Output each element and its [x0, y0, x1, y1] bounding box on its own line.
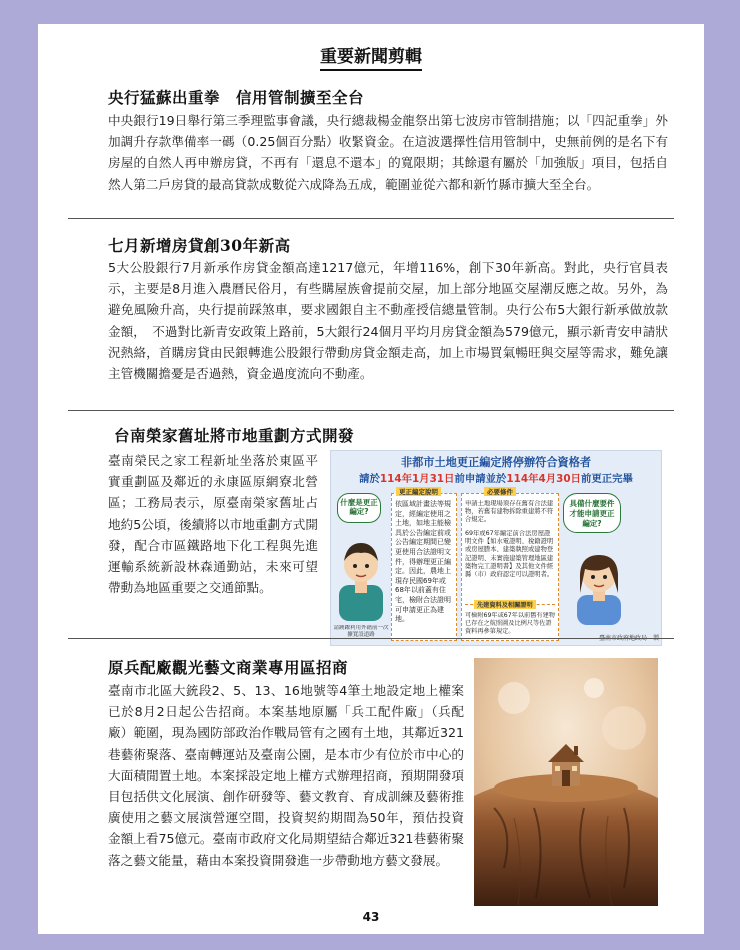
bubble-left: 什麼是更正編定? [337, 493, 381, 523]
document-page [38, 24, 704, 934]
article-3 [114, 424, 414, 446]
article-1-headline: 央行猛蘇出重拳 信用管制擴至全台 [108, 88, 365, 107]
bubble-right: 具備什麼要件才能申請更正編定? [563, 493, 621, 533]
infographic-col-1 [391, 488, 457, 641]
infographic-subtitle [331, 470, 661, 485]
wooden-house-photo [474, 658, 658, 906]
divider-3 [68, 638, 674, 639]
miniature-house-image [474, 658, 658, 906]
col-2-text-2: 69年或67年編定前合法房屋證明文件【如水電證明、稅籍證明或房屋謄本、建築執照或建物登記證明、未實施建築管理地區建築物完工證明書】及其他文件經縣（市）政府認定可以證明者。 [465, 530, 554, 579]
article-2-headline: 七月新增房貸創30年新高 [108, 236, 291, 255]
infographic-title: 非都市土地更正編定將停辦符合資格者 [400, 456, 592, 469]
col-2-header: 必要條件 [484, 487, 516, 496]
article-2 [108, 234, 668, 256]
man-illustration-icon [335, 531, 387, 621]
article-3-headline: 台南榮家舊址將市地重劃方式開發 [114, 426, 355, 445]
woman-illustration-icon [571, 545, 627, 625]
col-1-header: 更正編定說明 [396, 487, 441, 496]
article-4-body: 臺南市北區大銃段2、5、13、16地號等4筆土地設定地上權案已於8月2日起公告招商。本案基地原屬「兵工配件廠」（兵配廠）範圍，現為國防部政治作戰局管有之國有土地，其鄰近321巷藝術聚落、臺南轉運站及臺南公園，是本市少有位於市中心的大面積閒置土地。本案採設定地上權方式辦理招商，預期開發項目包括供文化展演、創作研發等、藝文教育、育成訓練及藝術推廣使用之藝文展演營運空間，投資契約期間為50年，預估投資金額上看75億元。臺南市政府文化局期望結合鄰近321巷藝術聚落之藝文能量，藉由本案投資開發進一步帶動地方藝文發展。 [108, 683, 464, 868]
article-4-headline: 原兵配廠觀光藝文商業專用區招商 [108, 658, 349, 677]
infographic-deadline-2: 114年4月30日 [506, 473, 581, 485]
page-title [38, 42, 704, 67]
infographic-footer-left: 請踴躍利用外籍前一次擴寬設道路 [333, 625, 389, 638]
page-title-text: 重要新聞剪輯 [320, 47, 422, 71]
article-2-body: 5大公股銀行7月新承作房貸金額高達1217億元，年增116%，創下30年新高。對此，央行官員表示，主要是8月進入農曆民俗月，有些購屋族會提前交屋，加上部分地區交屋潮反應之故。另外，為避免風險升高，央行提前踩煞車，要求國銀自主不動產授信總量管制。央行公布5大銀行新承做放款金額， 不過對比新青安政策上路前，5大銀行24個月平均月房貸金額為579億元，顯示新青安申請狀況熱絡，首購房貸由民銀轉進公股銀行帶動房貸金額走高，加上市場買氣暢旺與交屋等需求，難免讓主管機關擔憂是否過熱，資金過度流向不動產。 [108, 260, 668, 382]
infographic-subtitle-part-3: 前更正完畢 [580, 473, 633, 485]
land-rezoning-infographic [330, 450, 662, 646]
infographic-col-2 [461, 488, 559, 641]
infographic-subtitle-part-1: 請於 [359, 473, 380, 485]
article-1 [108, 86, 668, 108]
col-1-text: 依區域計畫法等規定，經編定使用之土地，如地主能檢具於公告編定前或公告編定期間已變更使用合法證明文件，得辦理更正編定。因此，農地上現存民國69年或68年以前蓋有住宅，檢附合法證明可申請更正為建地。 [395, 500, 451, 624]
article-1-body: 中央銀行19日舉行第三季理監事會議，央行總裁楊金龍祭出第七波房市管制措施；以「四記重拳」外加調升存款準備率一碼（0.25個百分點）收緊資金。在這波選擇性信用管制中，史無前例的是名下有房屋的自然人再申辦房貸，不再有「還息不還本」的寬限期；其餘還有屬於「加強版」項目，包括自然人第二戶房貸的最高貸款成數從六成降為五成，範圍並從六都和新竹縣市擴大至全台。 [108, 113, 668, 192]
divider-1 [68, 218, 674, 219]
infographic-deadline-1: 114年1月31日 [379, 473, 455, 485]
infographic-footer-right: 臺南市政府地政局 製 [598, 635, 659, 642]
article-4 [108, 656, 448, 678]
article-3-body: 臺南榮民之家工程新址坐落於東區平實重劃區及鄰近的永康區原網寮北營區；工務局表示，原臺南榮家舊址占地約5公頃，後續將以市地重劃方式開發，配合市區鐵路地下化工程與先進運輸系統新設林森通勤站，未來可望帶動為地區重要之交通節點。 [108, 453, 318, 596]
col-3-header: 先建資料及相關證明 [474, 600, 536, 609]
col-3-text: 可檢附69年或67年以前舊有建物已存在之航照圖及比例尺等佐證資料再參第規定。 [465, 612, 555, 635]
page-number: 43 [362, 910, 380, 924]
divider-2 [68, 410, 674, 411]
infographic-subtitle-part-2: 前申請並於 [454, 473, 507, 485]
col-2-text-1: 申請土地現場須存在舊有合法建物，若舊有建物拆除重建將不符合規定。 [465, 500, 554, 524]
